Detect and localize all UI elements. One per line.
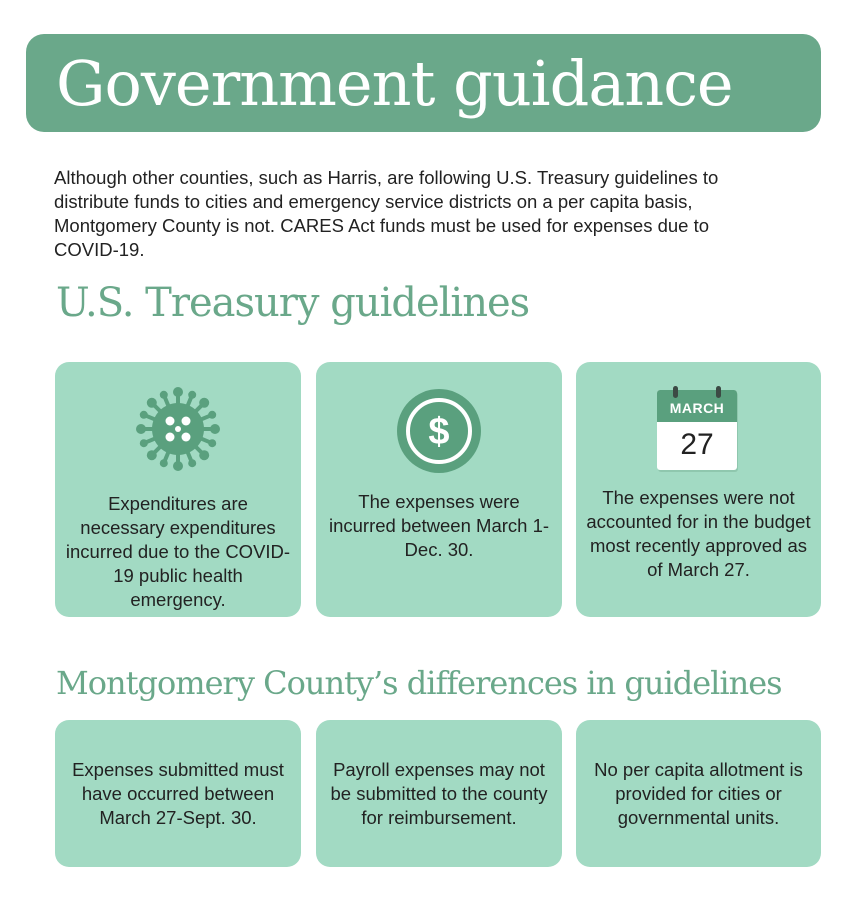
montgomery-card-payroll — [316, 720, 562, 867]
card-text: No per capita allotment is provided for cities or governmental units. — [594, 758, 803, 828]
dollar-coin-icon — [394, 386, 484, 476]
intro-paragraph: Although other counties, such as Harris, are following U.S. Treasury guidelines to distribute funds to cities and emergency service districts on a per capita basis, Montgomery County is not. CARES Act funds must be used for expenses due to COVID-19. — [54, 167, 719, 260]
card-text: Expenditures are necessary expenditures incurred due to the COVID-19 public health emergency. — [65, 493, 291, 610]
montgomery-section-title: Montgomery County’s differences in guidelines — [56, 664, 782, 702]
treasury-card-expenditures — [55, 362, 301, 617]
calendar-icon — [657, 386, 737, 472]
treasury-section-title: U.S. Treasury guidelines — [56, 280, 530, 326]
card-text: The expenses were incurred between March 1-Dec. 30. — [328, 491, 550, 560]
treasury-card-budget — [576, 362, 821, 617]
treasury-card-dates — [316, 362, 562, 617]
card-text: The expenses were not accounted for in the budget most recently approved as of March 27. — [586, 487, 811, 580]
dollar-symbol: $ — [428, 411, 450, 453]
montgomery-card-period — [55, 720, 301, 867]
calendar-day: 27 — [680, 428, 714, 461]
virus-icon — [135, 386, 221, 472]
page-title: Government guidance — [56, 46, 733, 120]
card-text: Payroll expenses may not be submitted to the county for reimbursement. — [330, 758, 548, 828]
title-banner — [26, 34, 821, 132]
card-text: Expenses submitted must have occurred between March 27-Sept. 30. — [72, 758, 284, 828]
calendar-month: MARCH — [657, 390, 737, 422]
montgomery-card-allotment — [576, 720, 821, 867]
